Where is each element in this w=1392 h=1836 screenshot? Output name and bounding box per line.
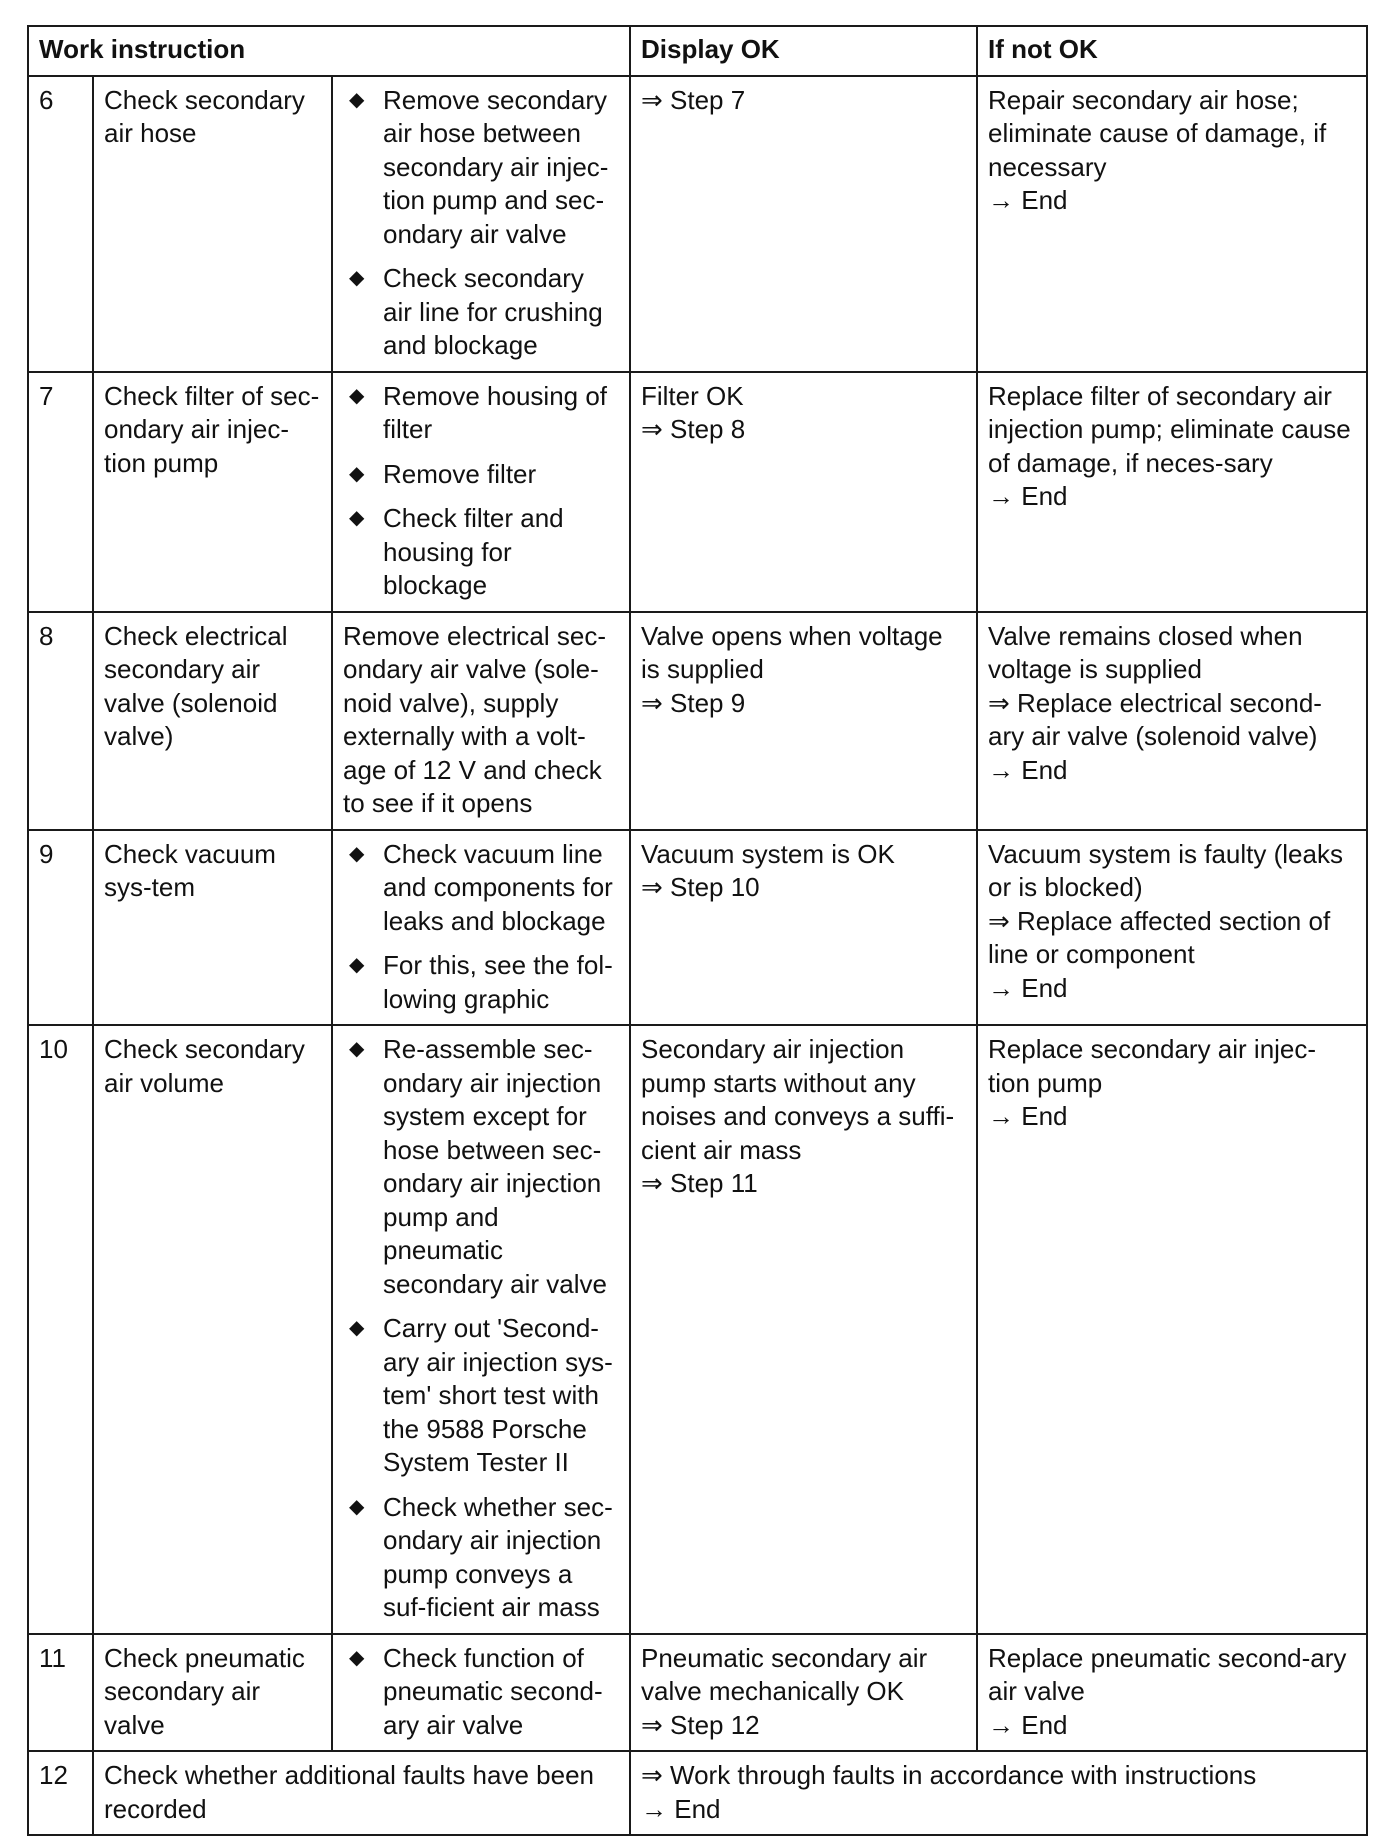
action-text: For this, see the fol-lowing graphic [383,950,613,1014]
action-item [343,1312,619,1480]
bullet-diamond-icon: ◆ [349,267,365,289]
display-ok-cell [630,1634,977,1752]
display-ok-line: ⇒ Step 7 [641,84,746,115]
if-not-ok-cell [977,372,1367,612]
check-description: Check whether additional faults have been recorded [93,1751,630,1835]
action-text: Remove housing of filter [383,380,608,444]
if-not-ok-cell [977,612,1367,830]
if-not-ok-cell [977,1025,1367,1634]
step-number: 6 [28,76,93,372]
bullet-diamond-icon: ◆ [349,1317,365,1339]
check-description: Check pneumatic secondary air valve [93,1634,332,1752]
bullet-diamond-icon: ◆ [349,507,365,529]
step-number: 12 [28,1751,93,1835]
display-ok-line: Filter OK [641,380,744,411]
table-row [28,1634,1367,1752]
bullet-diamond-icon: ◆ [349,1646,365,1669]
work-instruction-table [27,25,1368,1836]
bullet-diamond-icon: ◆ [349,462,365,485]
if-not-ok-cell [977,76,1367,372]
action-item [343,1033,619,1301]
if-not-ok-line: → End [988,1101,1068,1131]
table-row [28,76,1367,372]
result-line: ⇒ Work through faults in accordance with instructions [641,1760,1257,1790]
if-not-ok-line: ⇒ Replace electrical second-ary air valve (solenoid valve) [988,687,1322,751]
action-cell [332,372,630,612]
table-header-row [28,26,1367,76]
if-not-ok-line: Replace secondary air injec-tion pump [988,1034,1317,1098]
header-if-not-ok: If not OK [977,26,1367,76]
table-row [28,372,1367,612]
if-not-ok-line: Replace filter of secondary air injection pump; eliminate cause of damage, if neces-sary [988,380,1351,478]
bullet-diamond-icon: ◆ [349,384,365,407]
table-row [28,1751,1367,1835]
action-text: Check vacuum line and components for leaks and blockage [383,838,613,936]
display-ok-line: Valve opens when voltage is supplied [641,620,943,684]
bullet-diamond-icon: ◆ [349,1038,365,1060]
action-item [343,502,619,603]
action-text: Check whether sec-ondary air injection pump conveys a suf-ficient air mass [383,1491,613,1622]
header-display-ok: Display OK [630,26,977,76]
action-item [343,84,619,252]
action-cell [332,1025,630,1634]
display-ok-line: Pneumatic secondary air valve mechanically OK [641,1642,928,1706]
action-cell [332,1634,630,1752]
step-number: 8 [28,612,93,830]
bullet-diamond-icon: ◆ [349,88,365,111]
action-cell [332,76,630,372]
if-not-ok-line: Valve remains closed when voltage is supplied [988,620,1303,684]
header-work-instruction: Work instruction [28,26,630,76]
bullet-diamond-icon: ◆ [349,954,365,976]
display-ok-cell [630,830,977,1026]
check-description: Check secondary air hose [93,76,332,372]
action-text: Re-assemble sec-ondary air injection system except for hose between sec-ondary air injection pump and pneumatic secondary air valve [383,1034,607,1299]
if-not-ok-line: ⇒ Replace affected section of line or component [988,905,1331,969]
if-not-ok-line: Repair secondary air hose; eliminate cause of damage, if necessary [988,84,1327,182]
action-cell: Remove electrical sec-ondary air valve (sole-noid valve), supply externally with a volt-age of 12 V and check to see if it opens [332,612,630,830]
display-ok-cell [630,372,977,612]
check-description: Check vacuum sys-tem [93,830,332,1026]
if-not-ok-line: → End [988,1709,1068,1740]
table-row [28,1025,1367,1634]
action-text: Check function of pneumatic second-ary air valve [383,1642,603,1740]
result-line: → End [641,1793,721,1824]
if-not-ok-line: → End [988,754,1068,785]
step-number: 11 [28,1634,93,1752]
if-not-ok-cell [977,830,1367,1026]
if-not-ok-cell [977,1634,1367,1752]
if-not-ok-line: → End [988,972,1068,1003]
display-ok-line: ⇒ Step 11 [641,1168,758,1198]
check-description: Check secondary air volume [93,1025,332,1634]
if-not-ok-line: → End [988,481,1068,511]
action-item [343,262,619,363]
check-description: Check filter of sec-ondary air injec-tion pump [93,372,332,612]
action-text: Check secondary air line for crushing and blockage [383,263,603,360]
action-text: Remove filter [383,458,537,489]
result-cell [630,1751,1367,1835]
display-ok-line: ⇒ Step 10 [641,872,760,902]
step-number: 7 [28,372,93,612]
action-item [343,838,619,939]
display-ok-cell [630,1025,977,1634]
step-number: 9 [28,830,93,1026]
action-item [343,380,619,447]
action-cell [332,830,630,1026]
action-item [343,1642,619,1743]
if-not-ok-line: → End [988,185,1068,215]
display-ok-cell [630,76,977,372]
action-text: Carry out 'Second-ary air injection sys-tem' short test with the 9588 Porsche System Tester II [383,1313,613,1477]
action-text: Check filter and housing for blockage [383,503,564,600]
display-ok-line: Secondary air injection pump starts without any noises and conveys a suffi-cient air mass [641,1034,955,1165]
action-item [343,458,619,492]
display-ok-line: ⇒ Step 9 [641,687,746,718]
table-row [28,612,1367,830]
display-ok-line: ⇒ Step 12 [641,1709,760,1740]
display-ok-line: Vacuum system is OK [641,838,895,869]
bullet-diamond-icon: ◆ [349,1495,365,1518]
if-not-ok-line: Replace pneumatic second-ary air valve [988,1642,1347,1706]
table-row [28,830,1367,1026]
action-text: Remove secondary air hose between secondary air injec-tion pump and sec-ondary air valve [383,84,609,249]
if-not-ok-line: Vacuum system is faulty (leaks or is blocked) [988,838,1343,902]
action-item [343,1491,619,1625]
check-description: Check electrical secondary air valve (solenoid valve) [93,612,332,830]
display-ok-line: ⇒ Step 8 [641,414,746,444]
step-number: 10 [28,1025,93,1634]
action-item [343,949,619,1016]
display-ok-cell [630,612,977,830]
bullet-diamond-icon: ◆ [349,842,365,865]
